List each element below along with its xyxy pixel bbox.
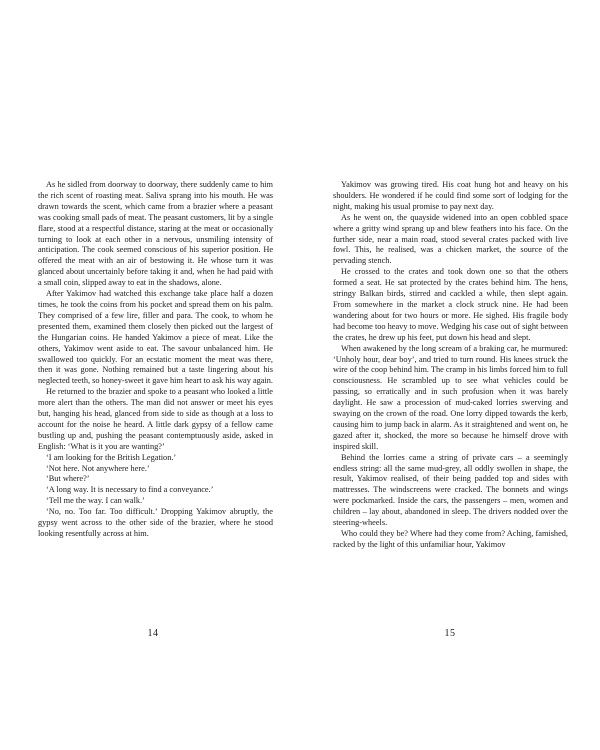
paragraph: As he went on, the quayside widened into an open cobbled space where a gritty wind sprang up and blew feathers into his face. On the further side, near a main road, stood several crates packed with live fowl. This, he realised, was a chicken market, the source of the pervading stench. xyxy=(333,212,568,266)
right-page-text xyxy=(333,180,568,551)
dialogue-line: ‘Not here. Not anywhere here.’ xyxy=(46,463,150,473)
left-page-text xyxy=(38,180,273,540)
dialogue-line: ‘But where?’ xyxy=(46,474,90,484)
paragraph: As he sidled from doorway to doorway, there suddenly came to him the rich scent of roasting meat. Saliva sprang into his mouth. He was drawn towards the scent, which came from a brazier where a peasant was cooking small pads of meat. The peasant customers, lit by a single flare, stood at a respectful distance, staring at the meat or occasionally turning to look at each other in a nervous, unsmiling intensity of anticipation. The cook seemed conscious of his superior position. He offered the meat with an air of bestowing it. He whose turn it was glanced about uncertainly before taking it and, when he had paid with a small coin, slipped away to eat in the shadows, alone. xyxy=(38,180,273,288)
page-number-left: 14 xyxy=(147,628,159,639)
right-page xyxy=(300,0,600,750)
paragraph: After Yakimov had watched this exchange take place half a dozen times, he took the coins from his pocket and spread them on his palm. They comprised of a few lire, filler and para. The cook, to whom he presented them, examined them closely then picked out the largest of the Hungarian coins. He handed Yakimov a piece of meat. Like the others, Yakimov went aside to eat. The savour unbalanced him. He swallowed too quickly. For an ecstatic moment the meat was there, then it was gone. Nothing remained but a taste lingering about his neglected teeth, so honey-sweet it gave him heart to ask his way again. xyxy=(38,289,274,386)
page-number-right: 15 xyxy=(444,628,456,639)
paragraph: Who could they be? Where had they come from? Aching, famished, racked by the light of this unfamiliar hour, Yakimov xyxy=(333,529,568,549)
dialogue-line: ‘I am looking for the British Legation.’ xyxy=(46,452,177,462)
paragraph: ‘No, no. Too far. Too difficult.’ Dropping Yakimov abruptly, the gypsy went across to the other side of the brazier, where he stood looking resentfully across at him. xyxy=(38,507,273,538)
dialogue-line: ‘A long way. It is necessary to find a conveyance.’ xyxy=(46,485,214,495)
paragraph: When awakened by the long scream of a braking car, he murmured: ‘Unholy hour, dear boy’, and tried to turn round. His knees struck the wire of the coop behind him. The cramp in his limbs forced him to full consciousness. He scrambled up to see what vehicles could be passing, so erratically and in such profusion when it was barely daylight. He saw a procession of mud-caked lorries swerving and swaying on the crown of the road. One lorry dipped towards the kerb, causing him to jump back in alarm. As it straightened and went on, he gazed after it, shocked, the more so because he himself drove with inspired skill. xyxy=(333,343,568,451)
paragraph: Yakimov was growing tired. His coat hung hot and heavy on his shoulders. He wondered if he could find some sort of lodging for the night, making his usual promise to pay next day. xyxy=(333,180,568,211)
paragraph: He crossed to the crates and took down one so that the others formed a seat. He sat protected by the crates behind him. The hens, stringy Balkan birds, stirred and cackled a while, then slept again. From somewhere in the market a clock struck nine. He had been wandering about for two hours or more. He sighed. His fragile body had become too heavy to move. Wedging his case out of sight between the crates, he drew up his feet, put down his head and slept. xyxy=(333,267,568,342)
paragraph: Behind the lorries came a string of private cars – a seemingly endless string: all the same mud-grey, all oddly swollen in shape, the result, Yakimov realised, of their being padded top and sides with mattresses. The windscreens were cracked. The bonnets and wings were pockmarked. Inside the cars, the passengers – men, women and children – lay about, abandoned in sleep. The drivers nodded over the steering-wheels. xyxy=(333,452,568,528)
paragraph: He returned to the brazier and spoke to a peasant who looked a little more alert than the others. The man did not answer or meet his eyes but, hanging his head, glanced from side to side as though at a loss to account for the noise he heard. A little dark gypsy of a fellow came bustling up and, pushing the peasant contemptuously aside, asked in English: ‘What is it you are wanting?’ xyxy=(38,387,273,451)
dialogue-line: ‘Tell me the way. I can walk.’ xyxy=(46,496,145,506)
